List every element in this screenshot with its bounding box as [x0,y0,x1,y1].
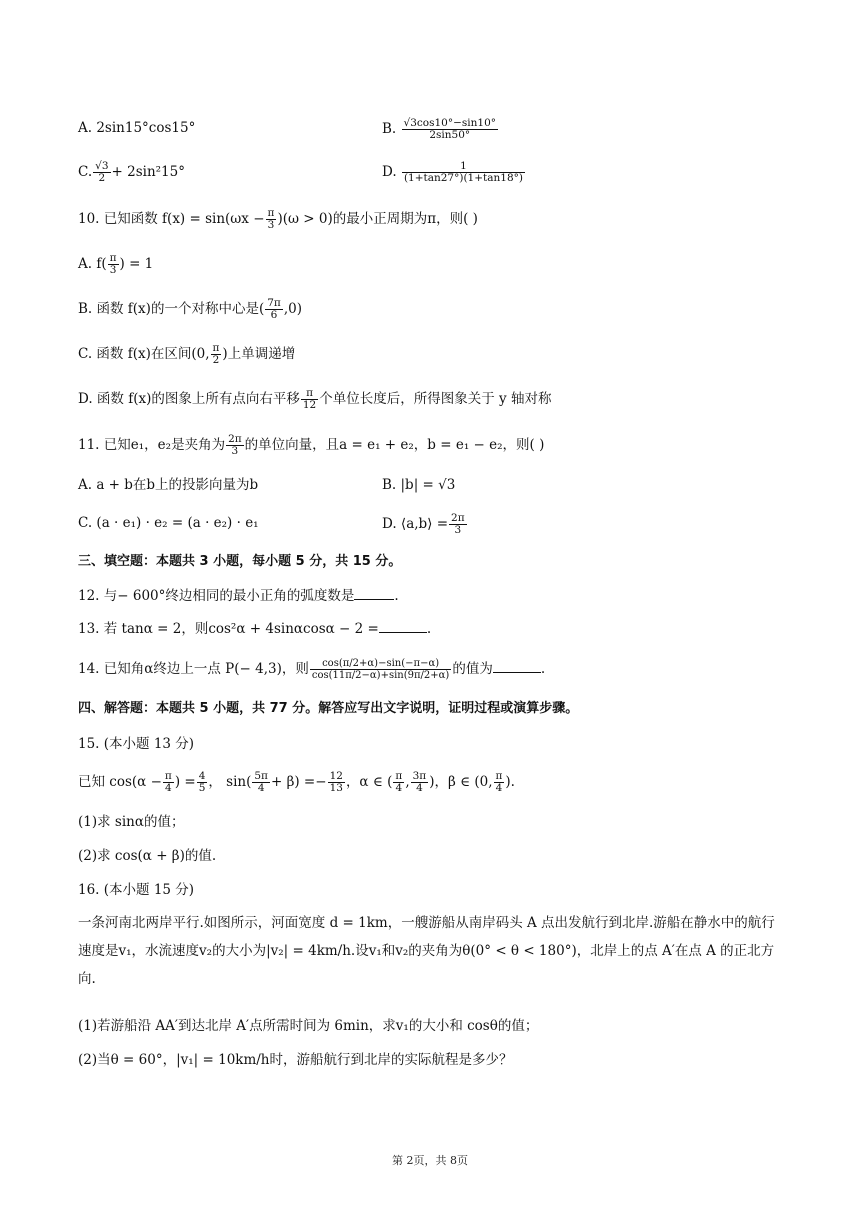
q15-part-1: (1)求 sinα的值； [78,814,185,830]
q14: 14. 已知角α终边上一点 P(− 4,3)，则 $\frac{\cos(\pi/2+\alpha)-\sin(-\pi-\alpha)}{\cos(11\pi/2-\alpha)+\sin(9\pi/2+\alpha)}$ 的值为 . [78,658,546,681]
q16-part-2: (2)当θ = 60°，|v₁| = 10km/h时，游船航行到北岸的实际航程是多少？ [78,1052,513,1068]
q12: 12. 与− 600°终边相同的最小正角的弧度数是 . [78,588,399,604]
q15-title: 15. (本小题 13 分) [78,736,195,752]
page-footer: 第 2页，共 8页 [392,1154,468,1167]
q11-option-a: A. a + b在b上的投影向量为b [78,477,259,493]
q10-stem: 10. 已知函数 f(x) = sin(ωx − $\frac{\pi}{3}$ )(ω > 0)的最小正周期为π，则( ) [78,207,478,231]
q10-option-d: D. 函数 f(x)的图象上所有点向右平移 $\frac{\pi}{12}$ 个单位长度后，所得图象关于 y 轴对称 [78,387,552,411]
q16-title: 16. (本小题 15 分) [78,882,195,898]
q10-option-a: A. f( $\frac{\pi}{3}$ ) = 1 [78,252,154,276]
q11-option-d: D. ⟨a,b⟩ = $\frac{2\pi}{3}$ [382,512,465,536]
q9-option-a: A. 2sin15°cos15° [78,120,196,136]
fraction: $\frac{√3}{2}$ [95,160,109,184]
q11-option-b: B. |b| = √3 [382,477,456,493]
fraction: $\frac{√3\cos 10^\circ-\sin 10^\circ}{2\sin 50^\circ}$ [403,117,497,141]
q11-stem: 11. 已知e₁，e₂是夹角为 $\frac{2\pi}{3}$ 的单位向量，且a = e₁ + e₂，b = e₁ − e₂，则( ) [78,433,545,457]
q16-body: 一条河南北两岸平行.如图所示，河面宽度 d = 1km，一艘游船从南岸码头 A 点出发航行到北岸.游船在静水中的航行速度是v₁，水流速度v₂的大小为|v₂| = 4km/h.设v₁和v₂的夹角为θ(0° < θ < 180°)，北岸上的点 A′在点 A 的正北方向. [78,915,775,987]
section-4-heading: 四、解答题：本题共 5 小题，共 77 分。解答应写出文字说明，证明过程或演算步骤。 [78,701,579,716]
q13: 13. 若 tanα = 2，则cos²α + 4sinαcosα − 2 = . [78,621,432,637]
q11-option-c: C. (a · e₁) · e₂ = (a · e₂) · e₁ [78,515,259,531]
q16-part-1: (1)若游船沿 AA′到达北岸 A′点所需时间为 6min，求v₁的大小和 cosθ的值； [78,1018,539,1034]
q15-given: 已知 cos(α − $\frac{\pi}{4}$ ) = $\frac{4}{5}$ ， sin( $\frac{5\pi}{4}$ + β) =− $\frac{12}{13}$ ，α ∈ ( $\frac{\pi}{4}$ , $\frac{3\pi}{4}$ )，β ∈ (0, $\frac{\pi}{4}$ ). [78,770,515,794]
answer-blank [493,660,541,673]
answer-blank [379,620,427,633]
q9-option-c: C. $\frac{√3}{2}$ + 2sin²15° [78,160,185,184]
q15-part-2: (2)求 cos(α + β)的值. [78,848,217,864]
section-3-heading: 三、填空题：本题共 3 小题，每小题 5 分，共 15 分。 [78,554,402,569]
fraction: $\frac{1}{(1+\tan 27^\circ)(1+\tan 18^\circ)}$ [403,160,523,184]
q10-option-b: B. 函数 f(x)的一个对称中心是( $\frac{7\pi}{6}$ ,0) [78,297,302,321]
answer-blank [354,587,394,600]
q9-option-b: B. $\frac{√3\cos 10^\circ-\sin 10^\circ}{2\sin 50^\circ}$ [382,117,497,141]
q10-option-c: C. 函数 f(x)在区间(0, $\frac{\pi}{2}$ )上单调递增 [78,342,296,366]
q9-option-d: D. $\frac{1}{(1+\tan 27^\circ)(1+\tan 18^\circ)}$ [382,160,523,184]
